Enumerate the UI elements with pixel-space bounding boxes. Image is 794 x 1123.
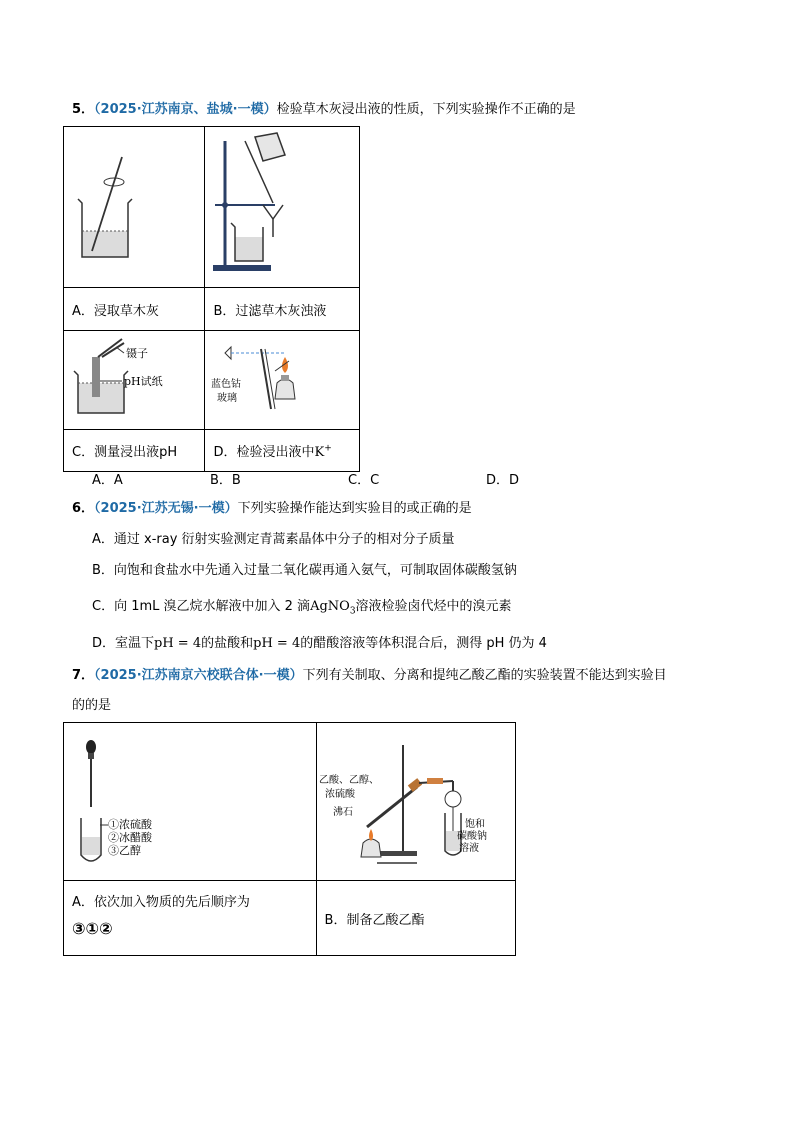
q5-figure-b [205, 127, 360, 288]
q7-figure-a [64, 723, 317, 881]
q5-choice-c[interactable]: C．C [348, 473, 380, 488]
q5-source: （2025·江苏南京、盐城·一模） [94, 102, 277, 117]
q5-choices [92, 469, 562, 489]
q5-cell-c-label: C．测量浸出液pH [64, 430, 205, 472]
q5-figure-c [64, 331, 205, 430]
q5-choice-a[interactable]: A．A [92, 473, 123, 488]
q7-cell-a-line1: A．依次加入物质的先后顺序为 [72, 895, 250, 910]
q5-number: 5． [72, 102, 95, 117]
q6-text: 下列实验操作能达到实验目的或正确的是 [237, 501, 472, 516]
ph-test-figure [64, 331, 204, 425]
q5-figure-d [205, 331, 360, 430]
silver-nitrate-formula: AgNO [310, 599, 350, 614]
silver-nitrate-subscript: 3 [349, 606, 356, 617]
q5-cell-d-text: D．检验浸出液中 [213, 445, 315, 460]
ester-prep-figure [317, 723, 515, 876]
q6-option-d-mid: 的盐酸和 [201, 636, 254, 651]
q7-source: （2025·江苏南京六校联合体·一模） [94, 668, 303, 683]
q7-stem [72, 666, 667, 686]
q7-stem-line2: 的的是 [72, 698, 112, 713]
q5-figure-a [64, 127, 205, 288]
q6-option-c-post: 溶液检验卤代烃中的溴元素 [355, 599, 512, 614]
beaker-stir-figure [64, 127, 204, 283]
q6-source: （2025·江苏无锡·一模） [94, 501, 238, 516]
flame-test-figure [205, 331, 358, 425]
q5-cell-a-label: A．浸取草木灰 [64, 288, 205, 331]
reagents-label-2: 浓硫酸 [324, 789, 355, 800]
cobalt-glass-label-2: 玻璃 [217, 393, 238, 404]
saturated-label-2: 碳酸钠 [456, 831, 487, 842]
q6-option-c[interactable] [92, 597, 512, 622]
ph-value-1: pH = 4 [154, 636, 202, 651]
q5-choice-b[interactable]: B．B [210, 473, 241, 488]
q5-stem [72, 100, 576, 120]
potassium-ion-charge: + [324, 443, 332, 454]
q7-figure-b [316, 723, 515, 881]
q6-option-a[interactable]: A．通过 x-ray 衍射实验测定青蒿素晶体中分子的相对分子质量 [92, 532, 455, 547]
q5-text: 检验草木灰浸出液的性质，下列实验操作不正确的是 [276, 102, 576, 117]
q6-option-b[interactable]: B．向饱和食盐水中先通入过量二氧化碳再通入氨气，可制取固体碳酸氢钠 [92, 563, 517, 578]
cobalt-glass-label-1: 蓝色钴 [211, 379, 242, 390]
q7-number: 7． [72, 668, 95, 683]
saturated-label-3: 溶液 [458, 843, 479, 854]
potassium-ion: K [314, 445, 325, 460]
q5-cell-b-label: B．过滤草木灰浊液 [205, 288, 360, 331]
q6-option-d[interactable] [92, 634, 547, 654]
reagent-label-3: ③乙醇 [108, 844, 141, 857]
reagent-label-1: ①浓硫酸 [108, 818, 152, 831]
q6-stem [72, 499, 472, 519]
q6-number: 6． [72, 501, 95, 516]
q6-option-d-pre: D．室温下 [92, 636, 155, 651]
q7-table [63, 722, 516, 956]
q6-option-d-post: 的醋酸溶液等体积混合后，测得 pH 仍为 4 [300, 636, 547, 651]
reagents-label-1: 乙酸、乙醇、 [318, 775, 379, 786]
ph-paper-label: pH试纸 [124, 375, 163, 388]
q5-table [63, 126, 360, 472]
q5-cell-d-label [205, 430, 360, 472]
filtration-figure [205, 127, 358, 283]
reagent-order-figure [64, 723, 315, 876]
ph-value-2: pH = 4 [253, 636, 301, 651]
q7-cell-a-label [64, 881, 317, 956]
q6-option-c-pre: C．向 1mL 溴乙烷水解液中加入 2 滴 [92, 599, 311, 614]
reagent-label-2: ②冰醋酸 [108, 831, 152, 844]
q7-text: 下列有关制取、分离和提纯乙酸乙酯的实验装置不能达到实验目 [302, 668, 667, 683]
tweezers-label: 镊子 [126, 347, 148, 360]
q7-cell-b-label: B．制备乙酸乙酯 [316, 881, 515, 956]
q5-choice-d[interactable]: D．D [486, 473, 520, 488]
q7-cell-a-line2: ③①② [72, 919, 113, 938]
boiling-stone-label: 沸石 [332, 807, 353, 818]
saturated-label-1: 饱和 [464, 819, 485, 830]
